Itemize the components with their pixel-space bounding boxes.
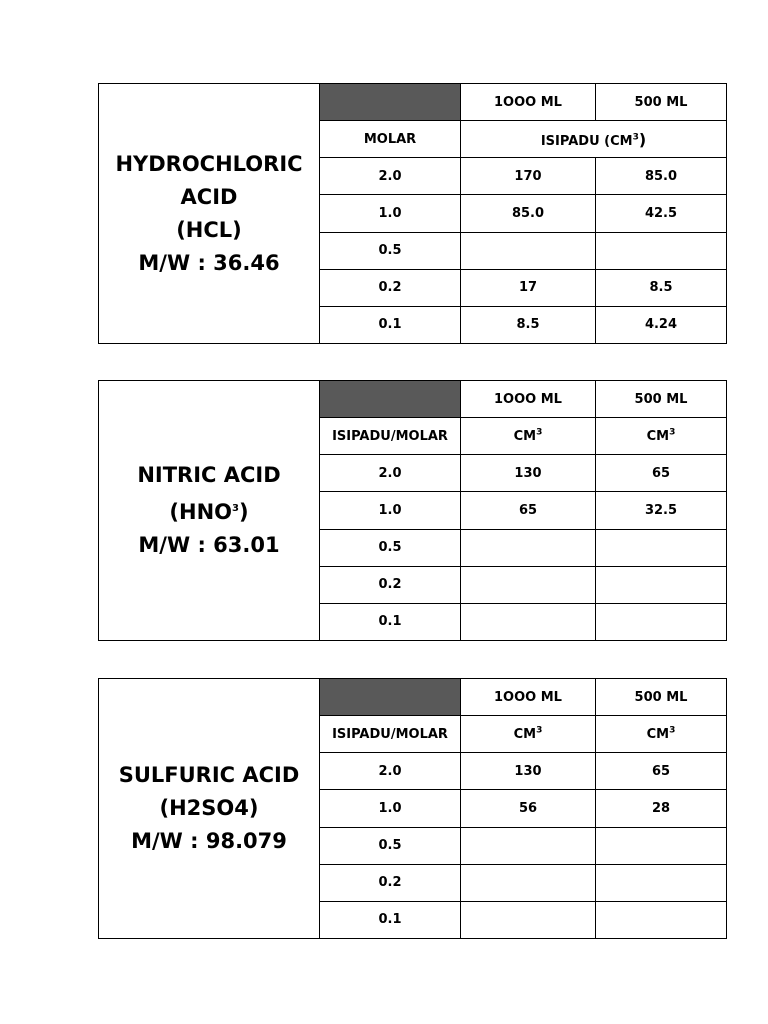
unit-sup: 3: [669, 427, 676, 438]
unit-sup: 3: [669, 725, 676, 736]
volume-1000ml: [461, 566, 596, 603]
acid-formula: (HCL): [176, 217, 242, 242]
molecular-weight: M/W : 36.46: [138, 250, 280, 275]
table-row: [99, 84, 727, 121]
volume-500ml: 42.5: [596, 195, 727, 232]
volume-1000ml: 170: [461, 158, 596, 195]
volume-1000ml: 130: [461, 753, 596, 790]
volume-500ml: 4.24: [596, 306, 727, 343]
molar-value: 0.5: [320, 827, 461, 864]
volume-header-close: ): [638, 129, 647, 149]
volume-500ml: 65: [596, 455, 727, 492]
molar-value: 2.0: [320, 158, 461, 195]
acid-name-cell: [99, 679, 320, 939]
molar-value: 0.2: [320, 269, 461, 306]
volume-500ml: [596, 232, 727, 269]
acid-name-cell: [99, 84, 320, 344]
unit-sup: 3: [536, 725, 543, 736]
column-header-1000ml: 1OOO ML: [461, 679, 596, 716]
acid-name-line: NITRIC ACID: [137, 463, 281, 487]
volume-500ml: 32.5: [596, 492, 727, 529]
unit-header-500ml: [596, 716, 727, 753]
volume-1000ml: 17: [461, 269, 596, 306]
table-row: [99, 381, 727, 418]
acid-formula-close: ): [238, 500, 249, 524]
unit-header-500ml: [596, 418, 727, 455]
unit-sup: 3: [536, 427, 543, 438]
nitric-acid-table: [98, 380, 727, 641]
acid-name-cell: [99, 381, 320, 641]
acid-name-line: SULFURIC ACID: [118, 763, 300, 787]
volume-1000ml: 85.0: [461, 195, 596, 232]
hydrochloric-acid-table: [98, 83, 727, 344]
acid-formula-text: (HNO: [169, 500, 233, 524]
volume-500ml: 8.5: [596, 269, 727, 306]
molar-value: 0.2: [320, 864, 461, 901]
molar-value: 1.0: [320, 492, 461, 529]
header-shaded-cell: [320, 381, 461, 418]
molar-value: 0.1: [320, 901, 461, 938]
volume-500ml: 85.0: [596, 158, 727, 195]
acid-name-line: HYDROCHLORIC: [115, 151, 303, 176]
volume-500ml: [596, 827, 727, 864]
volume-500ml: [596, 901, 727, 938]
volume-500ml: [596, 529, 727, 566]
volume-1000ml: [461, 864, 596, 901]
volume-1000ml: 65: [461, 492, 596, 529]
unit-text: CM: [513, 726, 537, 742]
volume-1000ml: [461, 827, 596, 864]
volume-1000ml: [461, 603, 596, 640]
volume-molar-header: ISIPADU/MOLAR: [320, 716, 461, 753]
table-row: [99, 679, 727, 716]
unit-header-1000ml: [461, 418, 596, 455]
molar-value: 0.5: [320, 529, 461, 566]
column-header-500ml: 500 ML: [596, 84, 727, 121]
molar-value: 1.0: [320, 790, 461, 827]
molar-value: 0.2: [320, 566, 461, 603]
acid-formula: [99, 492, 319, 529]
volume-1000ml: 56: [461, 790, 596, 827]
molar-value: 0.1: [320, 306, 461, 343]
column-header-500ml: 500 ML: [596, 679, 727, 716]
molar-value: 1.0: [320, 195, 461, 232]
molar-header: MOLAR: [320, 121, 461, 158]
column-header-500ml: 500 ML: [596, 381, 727, 418]
unit-header-1000ml: [461, 716, 596, 753]
unit-text: CM: [646, 428, 670, 444]
unit-text: CM: [513, 428, 537, 444]
column-header-1000ml: 1OOO ML: [461, 381, 596, 418]
volume-1000ml: [461, 529, 596, 566]
volume-500ml: [596, 566, 727, 603]
molar-value: 2.0: [320, 455, 461, 492]
volume-500ml: 65: [596, 753, 727, 790]
molar-value: 2.0: [320, 753, 461, 790]
volume-header-text: ISIPADU (CM: [540, 133, 633, 149]
volume-1000ml: 8.5: [461, 306, 596, 343]
acid-formula-sup: 3: [232, 503, 239, 514]
volume-molar-header: ISIPADU/MOLAR: [320, 418, 461, 455]
volume-1000ml: [461, 901, 596, 938]
volume-header: [461, 121, 727, 158]
unit-text: CM: [646, 726, 670, 742]
molecular-weight: M/W : 63.01: [138, 533, 280, 557]
volume-1000ml: 130: [461, 455, 596, 492]
sulfuric-acid-table: [98, 678, 727, 939]
acid-name-line: ACID: [180, 184, 238, 209]
volume-500ml: [596, 603, 727, 640]
acid-formula: (H2SO4): [159, 796, 259, 820]
volume-500ml: [596, 864, 727, 901]
volume-header-sup: 3: [632, 132, 639, 143]
volume-1000ml: [461, 232, 596, 269]
molar-value: 0.1: [320, 603, 461, 640]
volume-500ml: 28: [596, 790, 727, 827]
molecular-weight: M/W : 98.079: [131, 829, 287, 853]
molar-value: 0.5: [320, 232, 461, 269]
column-header-1000ml: 1OOO ML: [461, 84, 596, 121]
header-shaded-cell: [320, 679, 461, 716]
header-shaded-cell: [320, 84, 461, 121]
